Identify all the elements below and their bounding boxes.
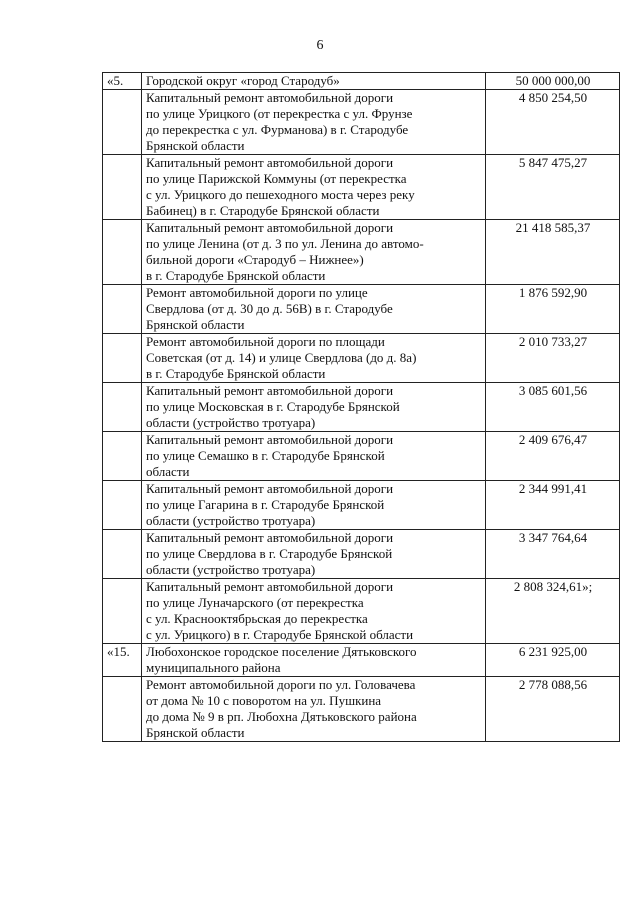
row-number [103,432,142,481]
row-number [103,579,142,644]
row-number [103,677,142,742]
row-description: Капитальный ремонт автомобильной дороги по улице Парижской Коммуны (от перекрестка с ул. Урицкого до пешеходного моста через реку Бабинец) в г. Стародубе Брянской области [142,155,486,220]
row-description: Капитальный ремонт автомобильной дороги по улице Урицкого (от перекрестка с ул. Фрунзе до перекрестка с ул. Фурманова) в г. Стародубе Брянской области [142,90,486,155]
row-description: Городской округ «город Стародуб» [142,73,486,90]
table-row [103,579,620,644]
row-amount: 2 808 324,61»; [486,579,620,644]
row-description: Ремонт автомобильной дороги по улице Свердлова (от д. 30 до д. 56В) в г. Стародубе Брянской области [142,285,486,334]
row-description: Ремонт автомобильной дороги по площади Советская (от д. 14) и улице Свердлова (до д. 8а) в г. Стародубе Брянской области [142,334,486,383]
table-row [103,481,620,530]
row-number [103,285,142,334]
row-description: Капитальный ремонт автомобильной дороги по улице Московская в г. Стародубе Брянской области (устройство тротуара) [142,383,486,432]
row-description: Капитальный ремонт автомобильной дороги по улице Семашко в г. Стародубе Брянской области [142,432,486,481]
row-amount: 2 010 733,27 [486,334,620,383]
budget-table [102,72,620,742]
table-row [103,432,620,481]
row-number [103,334,142,383]
row-number [103,155,142,220]
page-number: 6 [316,38,324,53]
row-description: Капитальный ремонт автомобильной дороги по улице Ленина (от д. 3 по ул. Ленина до автомо- бильной дороги «Стародуб – Нижнее») в г. Стародубе Брянской области [142,220,486,285]
table-row [103,73,620,90]
table-row [103,285,620,334]
row-number [103,530,142,579]
row-description: Ремонт автомобильной дороги по ул. Головачева от дома № 10 с поворотом на ул. Пушкина до дома № 9 в рп. Любохна Дятьковского района Брянской области [142,677,486,742]
row-amount: 5 847 475,27 [486,155,620,220]
row-number: «5. [103,73,142,90]
table-row [103,677,620,742]
row-amount: 2 344 991,41 [486,481,620,530]
row-amount: 50 000 000,00 [486,73,620,90]
row-amount: 2 778 088,56 [486,677,620,742]
row-description: Любохонское городское поселение Дятьковского муниципального района [142,644,486,677]
row-number: «15. [103,644,142,677]
table-row [103,644,620,677]
row-number [103,90,142,155]
table-row [103,334,620,383]
row-amount: 6 231 925,00 [486,644,620,677]
row-amount: 2 409 676,47 [486,432,620,481]
budget-table-body [103,73,620,742]
row-amount: 21 418 585,37 [486,220,620,285]
row-number [103,383,142,432]
table-row [103,383,620,432]
row-amount: 4 850 254,50 [486,90,620,155]
row-amount: 1 876 592,90 [486,285,620,334]
row-description: Капитальный ремонт автомобильной дороги по улице Свердлова в г. Стародубе Брянской области (устройство тротуара) [142,530,486,579]
table-row [103,530,620,579]
table-row [103,220,620,285]
table-row [103,155,620,220]
row-amount: 3 347 764,64 [486,530,620,579]
row-number [103,220,142,285]
table-row [103,90,620,155]
row-description: Капитальный ремонт автомобильной дороги по улице Луначарского (от перекрестка с ул. Краснооктябрьская до перекрестка с ул. Урицкого) в г. Стародубе Брянской области [142,579,486,644]
row-description: Капитальный ремонт автомобильной дороги по улице Гагарина в г. Стародубе Брянской области (устройство тротуара) [142,481,486,530]
row-amount: 3 085 601,56 [486,383,620,432]
row-number [103,481,142,530]
